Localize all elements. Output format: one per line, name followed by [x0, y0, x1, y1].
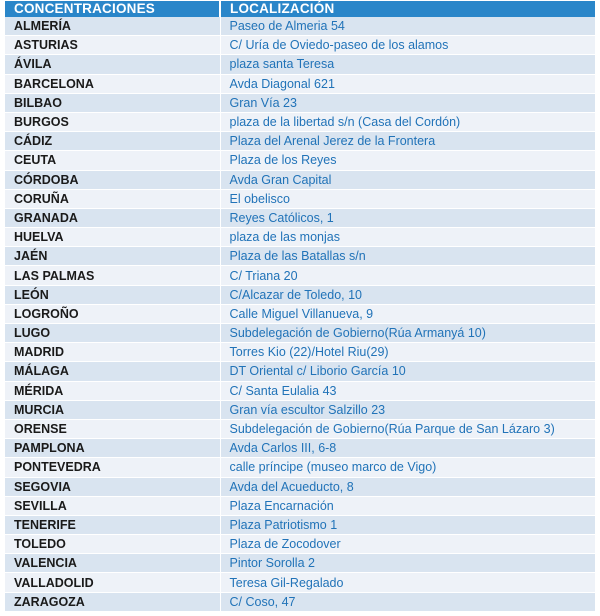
city-cell: LAS PALMAS [5, 266, 220, 285]
location-cell: Pintor Sorolla 2 [220, 554, 595, 573]
table-row [5, 573, 595, 592]
location-cell: Torres Kio (22)/Hotel Riu(29) [220, 343, 595, 362]
city-cell: CORUÑA [5, 189, 220, 208]
table-row [5, 381, 595, 400]
location-cell: El obelisco [220, 189, 595, 208]
table-row [5, 36, 595, 55]
city-cell: CEUTA [5, 151, 220, 170]
table-row [5, 208, 595, 227]
location-cell: Paseo de Almeria 54 [220, 17, 595, 36]
city-cell: MÁLAGA [5, 362, 220, 381]
location-cell: Avda Gran Capital [220, 170, 595, 189]
location-cell: Reyes Católicos, 1 [220, 208, 595, 227]
city-cell: LEÓN [5, 285, 220, 304]
concentrations-table [5, 1, 596, 612]
table-row [5, 189, 595, 208]
table-row [5, 554, 595, 573]
table-row [5, 458, 595, 477]
table-row [5, 266, 595, 285]
location-cell: C/Alcazar de Toledo, 10 [220, 285, 595, 304]
location-cell: Plaza Encarnación [220, 496, 595, 515]
location-cell: Calle Miguel Villanueva, 9 [220, 304, 595, 323]
city-cell: MÉRIDA [5, 381, 220, 400]
location-cell: C/ Uría de Oviedo-paseo de los alamos [220, 36, 595, 55]
table-row [5, 247, 595, 266]
location-cell: calle príncipe (museo marco de Vigo) [220, 458, 595, 477]
city-cell: TENERIFE [5, 515, 220, 534]
city-cell: ALMERÍA [5, 17, 220, 36]
table-body [5, 17, 595, 611]
location-cell: C/ Coso, 47 [220, 592, 595, 611]
location-cell: Subdelegación de Gobierno(Rúa Parque de San Lázaro 3) [220, 419, 595, 438]
city-cell: PONTEVEDRA [5, 458, 220, 477]
table-row [5, 112, 595, 131]
city-cell: BARCELONA [5, 74, 220, 93]
table-row [5, 343, 595, 362]
header-localizacion: LOCALIZACIÓN [220, 1, 595, 17]
table-row [5, 592, 595, 611]
city-cell: VALLADOLID [5, 573, 220, 592]
location-cell: Teresa Gil-Regalado [220, 573, 595, 592]
city-cell: LUGO [5, 324, 220, 343]
table-row [5, 74, 595, 93]
city-cell: TOLEDO [5, 535, 220, 554]
table-row [5, 170, 595, 189]
city-cell: PAMPLONA [5, 439, 220, 458]
city-cell: JAÉN [5, 247, 220, 266]
table-header-row [5, 1, 595, 17]
location-cell: Avda del Acueducto, 8 [220, 477, 595, 496]
city-cell: MADRID [5, 343, 220, 362]
city-cell: GRANADA [5, 208, 220, 227]
table-row [5, 228, 595, 247]
location-cell: Plaza de las Batallas s/n [220, 247, 595, 266]
location-cell: Avda Diagonal 621 [220, 74, 595, 93]
city-cell: CÁDIZ [5, 132, 220, 151]
city-cell: HUELVA [5, 228, 220, 247]
location-cell: Subdelegación de Gobierno(Rúa Armanyá 10) [220, 324, 595, 343]
city-cell: ORENSE [5, 419, 220, 438]
table-row [5, 477, 595, 496]
table-row [5, 439, 595, 458]
city-cell: CÓRDOBA [5, 170, 220, 189]
location-cell: Gran Vía 23 [220, 93, 595, 112]
table-row [5, 132, 595, 151]
city-cell: ÁVILA [5, 55, 220, 74]
table-row [5, 400, 595, 419]
table-row [5, 17, 595, 36]
city-cell: ZARAGOZA [5, 592, 220, 611]
city-cell: SEGOVIA [5, 477, 220, 496]
table-row [5, 285, 595, 304]
table-row [5, 419, 595, 438]
location-cell: plaza santa Teresa [220, 55, 595, 74]
city-cell: MURCIA [5, 400, 220, 419]
location-cell: Plaza del Arenal Jerez de la Frontera [220, 132, 595, 151]
city-cell: ASTURIAS [5, 36, 220, 55]
city-cell: VALENCIA [5, 554, 220, 573]
location-cell: DT Oriental c/ Liborio García 10 [220, 362, 595, 381]
location-cell: Gran vía escultor Salzillo 23 [220, 400, 595, 419]
location-cell: C/ Santa Eulalia 43 [220, 381, 595, 400]
table-row [5, 362, 595, 381]
location-cell: plaza de la libertad s/n (Casa del Cordón) [220, 112, 595, 131]
table-row [5, 515, 595, 534]
location-cell: Plaza de Zocodover [220, 535, 595, 554]
location-cell: plaza de las monjas [220, 228, 595, 247]
city-cell: LOGROÑO [5, 304, 220, 323]
table-row [5, 324, 595, 343]
city-cell: BURGOS [5, 112, 220, 131]
location-cell: Plaza de los Reyes [220, 151, 595, 170]
location-cell: Avda Carlos III, 6-8 [220, 439, 595, 458]
table-row [5, 55, 595, 74]
location-cell: C/ Triana 20 [220, 266, 595, 285]
table-row [5, 535, 595, 554]
table-row [5, 304, 595, 323]
location-cell: Plaza Patriotismo 1 [220, 515, 595, 534]
table-row [5, 496, 595, 515]
table-row [5, 93, 595, 112]
city-cell: BILBAO [5, 93, 220, 112]
table-row [5, 151, 595, 170]
header-concentraciones: CONCENTRACIONES [5, 1, 220, 17]
city-cell: SEVILLA [5, 496, 220, 515]
